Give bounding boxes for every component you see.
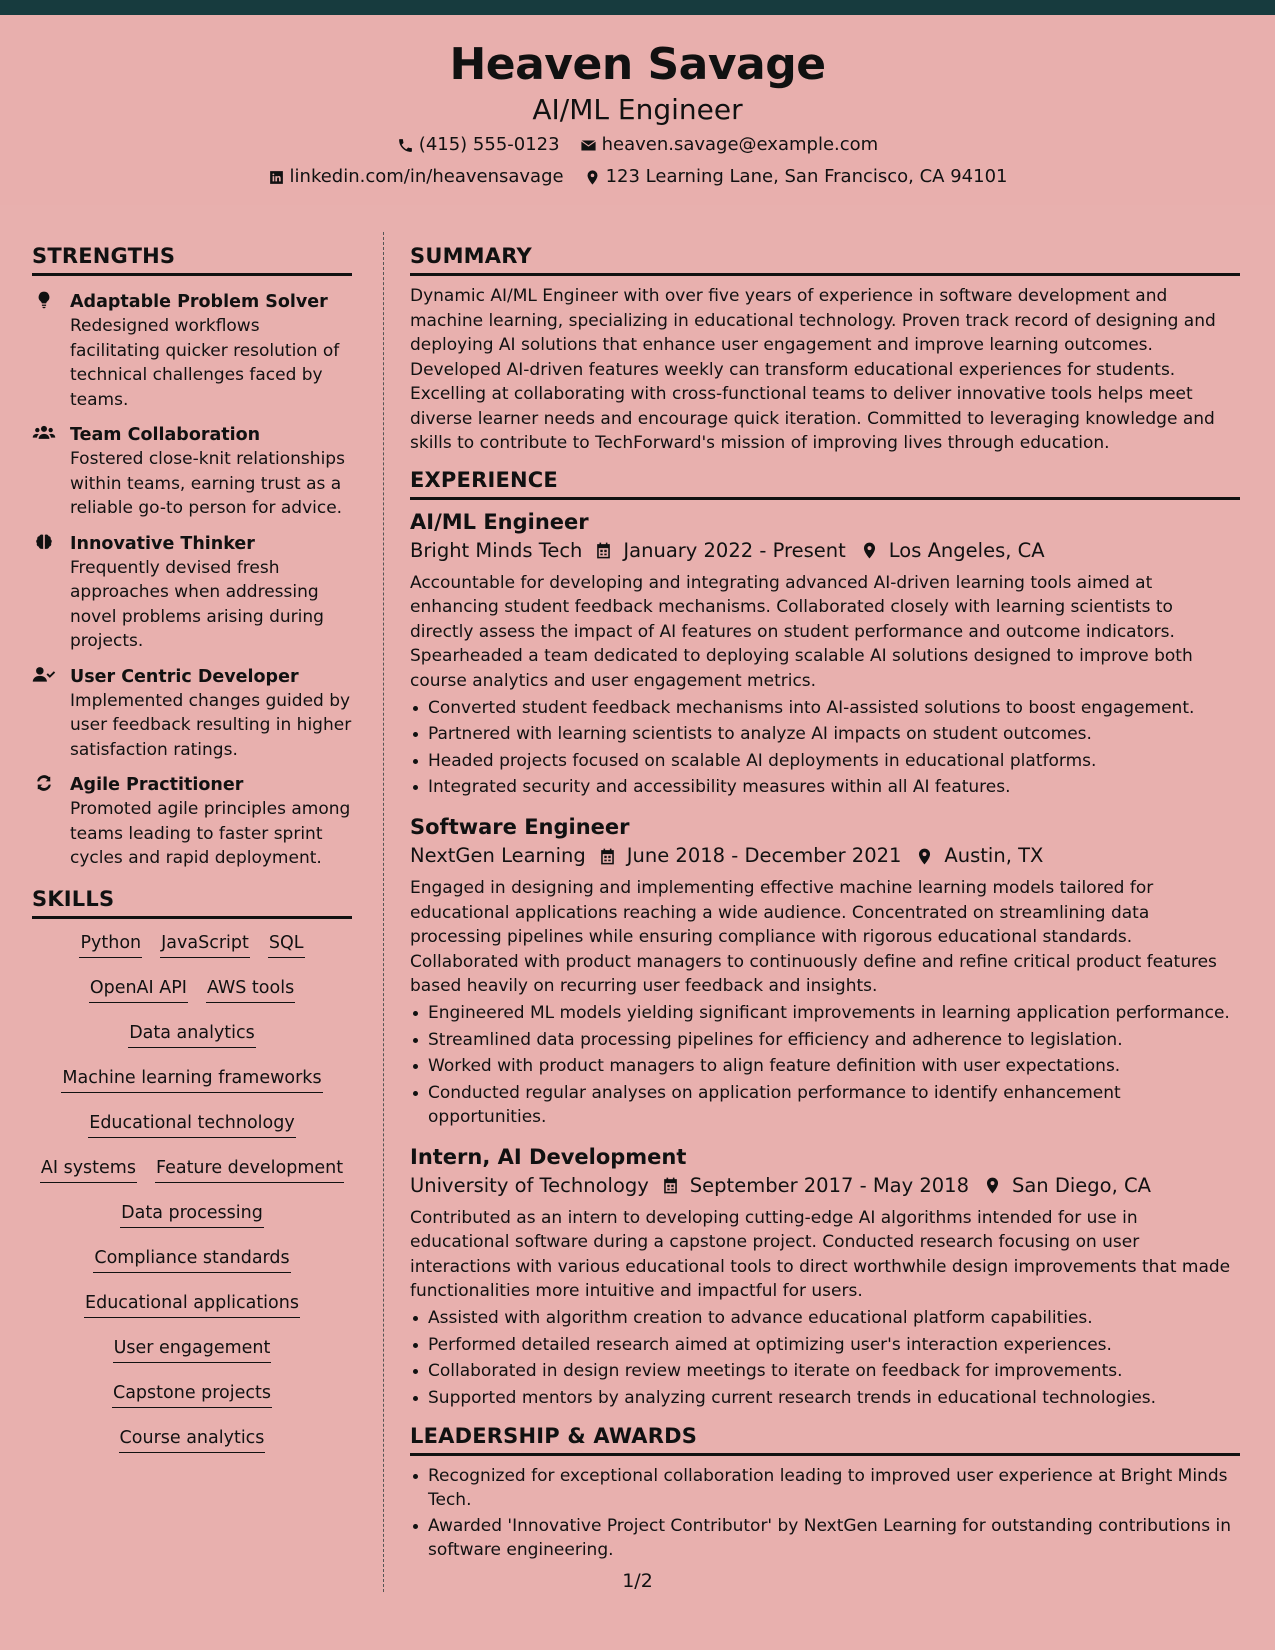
job-entry <box>410 813 1240 1129</box>
skill-row <box>32 976 352 1021</box>
job-dates: January 2022 - Present <box>623 538 846 562</box>
contact-address <box>584 168 1008 186</box>
skill-tag: OpenAI API <box>89 976 188 1003</box>
skill-tag: Educational applications <box>84 1291 300 1318</box>
job-description: Engaged in designing and implementing effective machine learning models tailored for educational applications reaching a wide audience. Concentrated on streamlining data processing pipelines while ensuring compliance with rigorous educational standards. Collaborated with product managers to continuously define and refine critical product features based heavily on recurring user feedback and insights. <box>410 878 1217 996</box>
skill-row <box>32 1336 352 1381</box>
strength-item <box>32 423 352 521</box>
sync-icon <box>32 773 56 793</box>
strength-desc: Redesigned workflows facilitating quicker resolution of technical challenges faced by teams. <box>70 316 340 410</box>
envelope-icon <box>580 137 597 154</box>
strengths-list <box>32 290 352 871</box>
skill-row <box>32 1066 352 1111</box>
skills-heading: SKILLS <box>32 889 352 919</box>
strength-title: Innovative Thinker <box>70 533 255 554</box>
skill-row <box>32 1156 352 1201</box>
skills-list <box>32 931 352 1471</box>
summary-heading: SUMMARY <box>410 246 1240 276</box>
bullet-item: Supported mentors by analyzing current research trends in educational technologies. <box>410 1386 1240 1410</box>
left-column <box>32 246 352 1471</box>
strength-desc: Implemented changes guided by user feedback resulting in higher satisfaction ratings. <box>70 690 352 760</box>
job-company: Bright Minds Tech <box>410 538 583 562</box>
skill-row <box>32 1021 352 1066</box>
job-dates: June 2018 - December 2021 <box>626 844 902 867</box>
skill-tag: AI systems <box>40 1156 137 1183</box>
resume-header <box>0 15 1275 205</box>
skill-row <box>32 1426 352 1471</box>
experience-heading: EXPERIENCE <box>410 470 1240 500</box>
skill-tag: Compliance standards <box>93 1246 290 1273</box>
address-text: 123 Learning Lane, San Francisco, CA 94101 <box>605 166 1008 187</box>
skill-row <box>32 1291 352 1336</box>
brain-icon <box>32 532 56 552</box>
job-bullets <box>410 1001 1240 1129</box>
phone-icon <box>397 137 414 154</box>
bullet-item: Streamlined data processing pipelines for efficiency and adherence to legislation. <box>410 1028 1240 1052</box>
leadership-list <box>410 1464 1240 1563</box>
top-accent-bar <box>0 0 1275 15</box>
skill-row <box>32 931 352 976</box>
skill-tag: Data processing <box>120 1201 264 1228</box>
contact-email[interactable] <box>580 136 879 154</box>
strength-desc: Fostered close-knit relationships within teams, earning trust as a reliable go-to person for advice. <box>70 449 345 518</box>
bullet-item: Performed detailed research aimed at optimizing user's interaction experiences. <box>410 1333 1240 1357</box>
job-meta <box>410 841 1240 871</box>
right-column <box>410 246 1240 1562</box>
job-meta <box>410 1171 1240 1201</box>
skill-tag: Data analytics <box>128 1021 256 1048</box>
job-bullets <box>410 696 1240 800</box>
strength-title: Team Collaboration <box>70 425 261 445</box>
job-dates: September 2017 - May 2018 <box>689 1173 969 1197</box>
skill-tag: Course analytics <box>119 1426 266 1453</box>
strength-title: Adaptable Problem Solver <box>70 292 328 312</box>
bullet-item: Headed projects focused on scalable AI deployments in educational platforms. <box>410 749 1240 773</box>
candidate-role: AI/ML Engineer <box>532 93 743 126</box>
contact-phone <box>397 136 560 154</box>
job-location: Austin, TX <box>944 844 1044 867</box>
skill-tag: Capstone projects <box>112 1381 272 1408</box>
user-check-icon <box>32 665 56 685</box>
skill-tag: Machine learning frameworks <box>61 1066 322 1093</box>
linkedin-text[interactable]: linkedin.com/in/heavensavage <box>289 166 564 187</box>
skill-tag: SQL <box>268 931 305 958</box>
job-description: Contributed as an intern to developing cutting-edge AI algorithms intended for use in educational software during a capstone project. Conducted research focusing on user interactions with various educational tools to direct worthwhile design improvements that made functionalities more intuitive and impactful for users. <box>410 1207 1231 1301</box>
strength-title: User Centric Developer <box>70 666 299 687</box>
skill-row <box>32 1201 352 1246</box>
job-title: Software Engineer <box>410 815 630 839</box>
bullet-item: Worked with product managers to align feature definition with user expectations. <box>410 1054 1240 1078</box>
column-divider <box>383 232 384 1592</box>
lightbulb-icon <box>32 290 56 310</box>
contact-linkedin[interactable] <box>268 168 564 186</box>
contact-row-1 <box>0 136 1275 154</box>
strength-title: Agile Practitioner <box>70 775 244 795</box>
job-bullets <box>410 1306 1240 1410</box>
contact-row-2 <box>0 168 1275 186</box>
map-pin-icon <box>915 847 934 866</box>
skill-tag: Python <box>79 931 142 958</box>
bullet-item: Engineered ML models yielding significant improvements in learning application performance. <box>410 1001 1240 1025</box>
linkedin-icon <box>268 169 285 186</box>
bullet-item: Conducted regular analyses on application performance to identify enhancement opportunities. <box>410 1081 1240 1129</box>
skill-tag: JavaScript <box>160 931 250 958</box>
job-company: NextGen Learning <box>410 844 586 867</box>
email-text[interactable]: heaven.savage@example.com <box>601 134 879 155</box>
strength-item <box>32 773 352 871</box>
job-location: Los Angeles, CA <box>888 538 1045 562</box>
phone-text: (415) 555-0123 <box>418 134 560 155</box>
strength-item <box>32 290 352 412</box>
users-icon <box>32 423 56 443</box>
strength-desc: Frequently devised fresh approaches when addressing novel problems arising during projects. <box>70 557 324 651</box>
job-location: San Diego, CA <box>1011 1173 1151 1197</box>
job-title: AI/ML Engineer <box>410 509 589 534</box>
skill-tag: User engagement <box>113 1336 272 1363</box>
job-description: Accountable for developing and integrating advanced AI-driven learning tools aimed at enhancing student feedback mechanisms. Collaborated closely with learning scientists to directly assess the impact of AI features on student performance and outcome indicators. Spearheaded a team dedicated to deploying scalable AI solutions designed to improve both course analytics and user engagement metrics. <box>410 572 1193 691</box>
strength-item <box>32 532 352 654</box>
skill-row <box>32 1381 352 1426</box>
page-number: 1/2 <box>622 1570 653 1592</box>
leadership-heading: LEADERSHIP & AWARDS <box>410 1426 1240 1456</box>
strengths-heading: STRENGTHS <box>32 246 352 276</box>
calendar-icon <box>661 1176 680 1195</box>
bullet-item: Integrated security and accessibility measures within all AI features. <box>410 775 1240 799</box>
calendar-icon <box>598 847 617 866</box>
map-pin-icon <box>584 169 601 186</box>
bullet-item: Collaborated in design review meetings to iterate on feedback for improvements. <box>410 1359 1240 1383</box>
job-company: University of Technology <box>410 1173 649 1197</box>
calendar-icon <box>594 541 613 560</box>
job-entry <box>410 508 1240 800</box>
skill-tag: Feature development <box>155 1156 344 1183</box>
skill-row <box>32 1246 352 1291</box>
skill-row <box>32 1111 352 1156</box>
job-entry <box>410 1143 1240 1410</box>
bullet-item: Converted student feedback mechanisms into AI-assisted solutions to boost engagement. <box>410 696 1240 720</box>
bullet-item: Partnered with learning scientists to analyze AI impacts on student outcomes. <box>410 722 1240 746</box>
strength-item <box>32 665 352 763</box>
skill-tag: AWS tools <box>206 976 295 1003</box>
strength-desc: Promoted agile principles among teams leading to faster sprint cycles and rapid deployment. <box>70 799 351 868</box>
skill-tag: Educational technology <box>88 1111 295 1138</box>
job-title: Intern, AI Development <box>410 1144 687 1169</box>
award-item: Recognized for exceptional collaboration leading to improved user experience at Bright Minds Tech. <box>410 1464 1240 1512</box>
summary-text: Dynamic AI/ML Engineer with over five years of experience in software development and machine learning, specializing in educational technology. Proven track record of designing and deploying AI solutions that enhance user engagement and improve learning outcomes. Developed AI-driven features weekly can transform educational experiences for students. Excelling at collaborating with cross-functional teams to deliver innovative tools helps meet diverse learner needs and encourage quick iteration. Committed to leveraging knowledge and skills to contribute to TechForward's mission of improving lives through education. <box>410 286 1216 453</box>
candidate-name: Heaven Savage <box>449 39 826 90</box>
award-item: Awarded 'Innovative Project Contributor' by NextGen Learning for outstanding contributions in software engineering. <box>410 1514 1240 1562</box>
bullet-item: Assisted with algorithm creation to advance educational platform capabilities. <box>410 1306 1240 1330</box>
map-pin-icon <box>983 1176 1002 1195</box>
map-pin-icon <box>860 541 879 560</box>
job-meta <box>410 536 1240 566</box>
